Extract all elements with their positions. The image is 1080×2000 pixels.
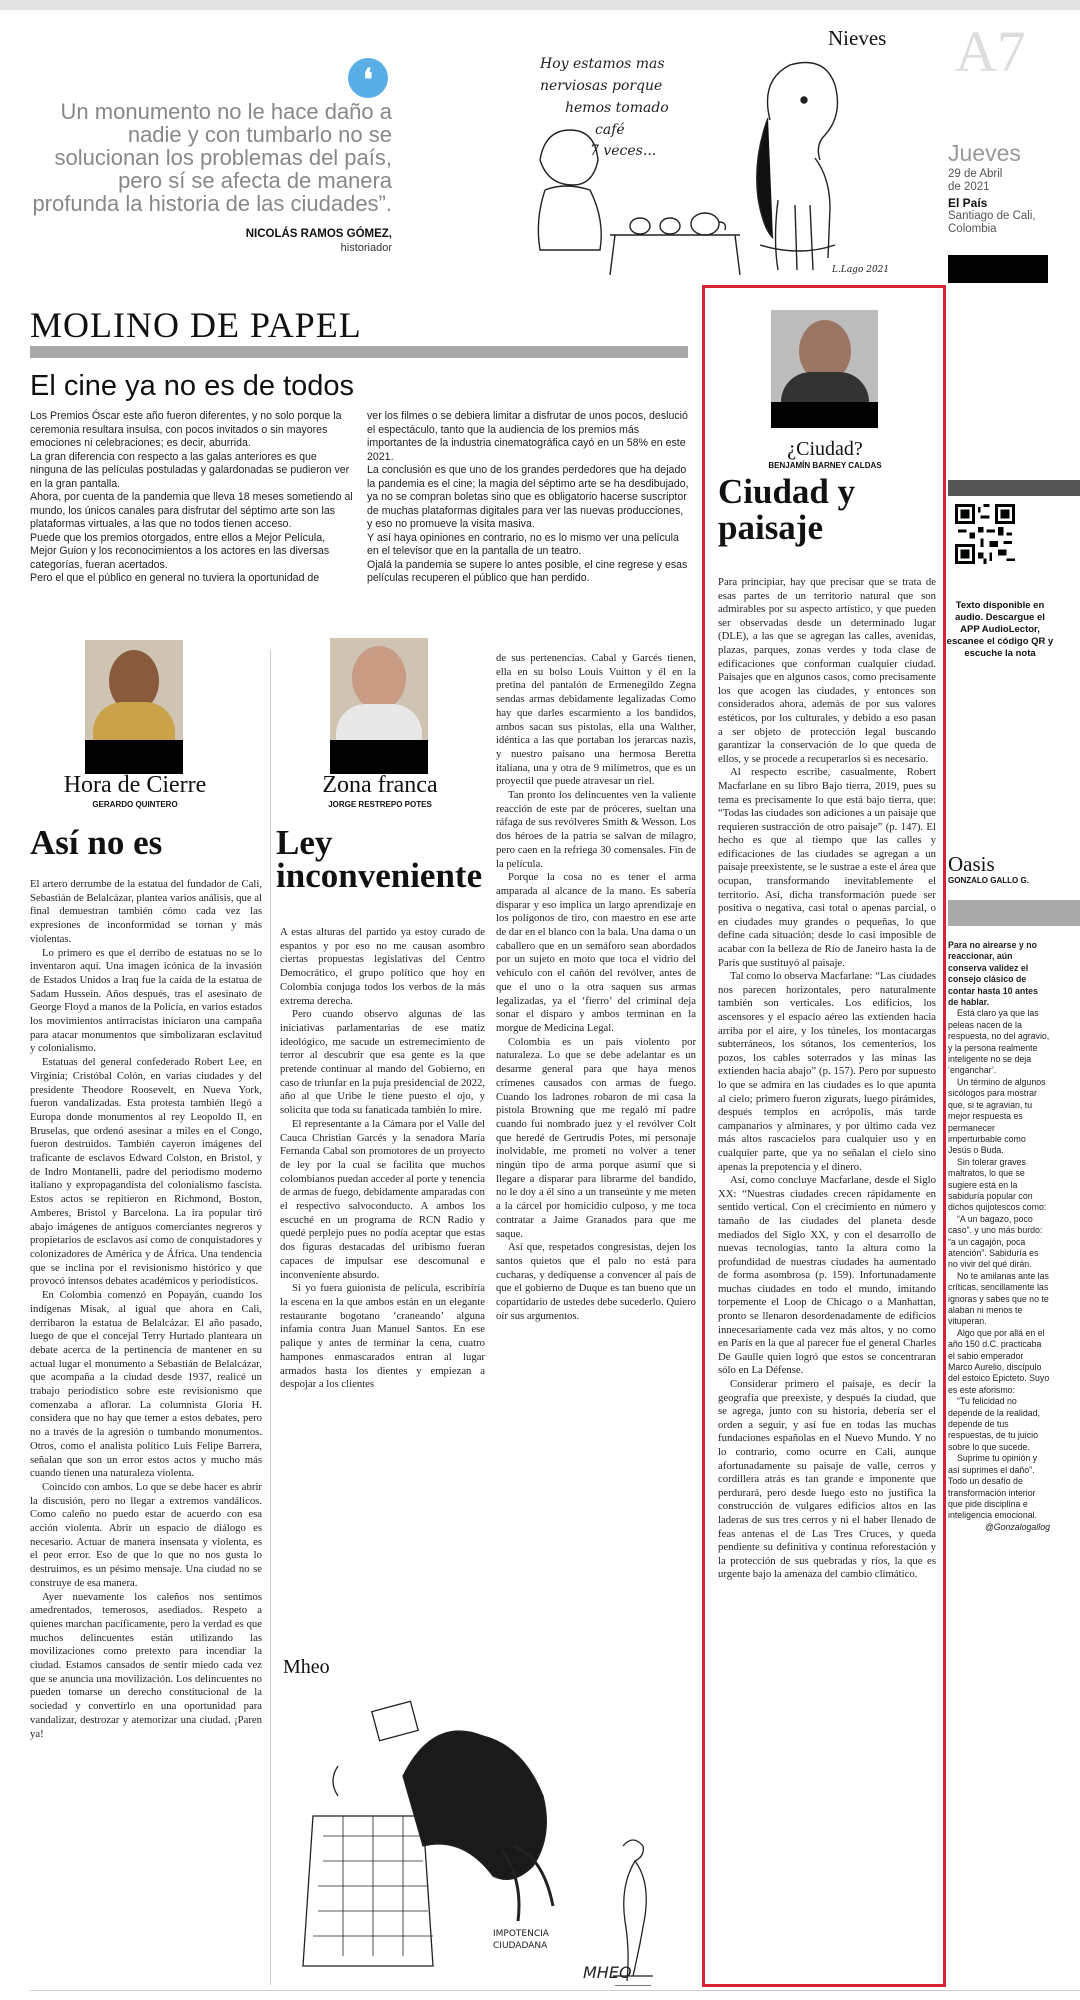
sidebar-bar: [948, 900, 1080, 926]
quote-author: NICOLÁS RAMOS GÓMEZ,: [245, 228, 392, 240]
cartoon-caption: IMPOTENCIA: [493, 1929, 549, 1939]
column-author: GERARDO QUINTERO: [92, 800, 178, 809]
quote-role: historiador: [340, 242, 392, 254]
redaction-bar: [771, 402, 878, 428]
oasis-signature: @Gonzalogallog: [984, 1521, 1050, 1532]
columnist-photo: [771, 310, 878, 402]
redaction-bar: [330, 740, 428, 774]
article-body-continued: de sus pertenencias. Cabal y Garcés tienen, ella en su bolso Louis Vuitton y él en la pretina del pantalón de Ermenegildo Zegna sendas armas debidamente legalizadas Como hay que darles escarmiento a los bandidos, ambos sacan sus pistolas, ella una Walther, idéntica a las que portaban los jerarcas nazis, y nuestro paisano una hermosa Beretta italiana, una y otra de 9 milímetros, que es un proyectil que puede atravesar un riel. Tan pronto los delincuentes ven la valiente reacción de este par de próceres, sueltan una ráfaga de sus revólveres Smith & Wesson. Los dos héroes de la patria se salvan de milagro, pero caen en la refriega 30 comensales. Fin de la película. Porque la cosa no es tener el arma amparada al alcance de la mano. Es sabería disparar y eso implica un largo aprendizaje en los polígonos de tiro, con maestro en ese arte de dar en el blanco con la bala. Una dama o un caballero que en un semáforo sean abordados por un sujeto en moto que toca el vidrio del vehículo con el cañón del revólver, antes de que el uno o la otra saquen sus armas legalizadas, ya el ‘fierro’ del criminal deja sonar el disparo y ambos terminan en la morgue de Medicina Legal. Colombia es un país violento por naturaleza. Lo que se debe adelantar es un desarme general para que haya menos crímenes causados con armas de fuego. Cuando los ladrones robaron de mi casa la pistola Browning que me regaló mi padre cuando fui nombrado juez y el revólver Colt que heredé de Gertrudis Potes, mi personaje inolvidable, me prometí no volver a tener ningún tipo de arma porque asumí que si llegare a disparar para librarme del bandido, no le doy a él sino a un transeúnte y me meten a la cárcel por homicidio culposo, y me toca contratar a Jaime Granados para que me saque. Así que, respetados congresistas, dejen los santos quietos que el palo no está para cucharas, y dedíquense a convencer al país de que el gobierno de Duque es tan bueno que un copartidario de ustedes debe sucederlo. Quiero oír sus argumentos.: [496, 652, 697, 1322]
svg-text:hemos tomado: hemos tomado: [565, 100, 669, 116]
svg-text:L.Lago 2021: L.Lago 2021: [832, 265, 890, 275]
qr-caption: Texto disponible en audio. Descargue el APP AudioLector, escanee el código QR y escuche la nota: [946, 600, 1054, 659]
sidebar-bar: [948, 480, 1080, 496]
column-name: Zona franca: [322, 772, 438, 798]
column-author: BENJAMÍN BARNEY CALDAS: [768, 461, 882, 470]
cartoon-title: Mheo: [283, 1656, 330, 1678]
place: Santiago de Cali, Colombia: [948, 210, 1036, 235]
section-bar: [30, 346, 688, 358]
oasis-body: Para no airearse y no reaccionar, aún conserva validez el consejo clásico de contar hasta 10 antes de hablar. Está claro ya que las peleas nacen de la respuesta, no del agravio, y la persona realmente inteligente no se deja ‘enganchar’. Un término de algunos sicólogos para mostrar que, si te agravian, tu mejor respuesta es permanecer imperturbable como Jesús o Buda. Sin tolerar graves maltratos, lo que se sugiere está en la sabiduría popular con dichos quijotescos como: “A un bagazo, poco caso”. y uno más burdo: “a un cagajón, poca atención”. Sabiduría es no vivir del qué dirán. No te amilanas ante las críticas, sencillamente las ignoras y sabes que no te alaban ni menos te vituperan. Algo que por allá en el año 150 d.C. practicaba el sabio emperador Marco Aurelio, discípulo del estoico Epicteto. Suyo es este aforismo: “Tu felicidad no depende de la realidad, depende de tus respuestas, de tu juicio sobre lo que sucede. Suprime tu opinión y así suprimes el daño”. Todo un desafío de transformación interior que pide disciplina e inteligencia emocional. @Gonzalogallog: [948, 940, 1050, 1532]
pull-quote: Un monumento no le hace daño a nadie y con tumbarlo no se solucionan los problemas del país, pero sí se afecta de manera profunda la historia de las ciudades”.: [32, 99, 392, 216]
svg-text:7 veces...: 7 veces...: [590, 143, 657, 159]
top-rule: [0, 0, 1080, 10]
quote-icon: ❛: [348, 58, 388, 98]
article-headline: Ley inconveniente: [276, 823, 483, 895]
page-number: A7: [955, 19, 1026, 84]
column-name: ¿Ciudad?: [787, 438, 863, 460]
article-body: El artero derrumbe de la estatua del fundador de Cali, Sebastián de Belalcázar, plantea varios análisis, que al final demuestran también cómo cada vez las expresiones de inconformidad se tornan y más violentas. Lo primero es que el derribo de estatuas no se lo inventaron aquí. Una imagen icónica de la invasión de Estados Unidos a Iraq fue la caída de la estatua de Sadam Hussein. Años después, tras el asesinato de George Floyd a manos de la Policía, en varios estados los movimientos antirracistas iniciaron una campaña para atacar monumentos que simbolizaran esclavitud y colonialismo. Estatuas del general confederado Robert Lee, en Virginia; Cristóbal Colón, en varias ciudades y del presidente Theodore Roosevelt, en Nueva York, fueron vandalizadas. Esta protesta también llegó a Europa donde monumentos al rey Leopoldo II, en Bruselas, que ordenó asesinar a miles en el Congo, fueron destruidos. También cayeron imágenes del traficante de esclavos Edward Colston, en Bristol, y de Indro Montanelli, padre del periodismo moderno italiano y expropagandista del colonialismo fascista. Estos actos se repitieron en Richmond, Boston, Amberes, Bristol y Barcelona. La ira popular tiró abajo imágenes de antiguos comerciantes negreros y propietarios de esclavos así como de conquistadores y colonizadores de América y de África. Una tendencia que se inclina por el revisionismo histórico y que provocó intensos debates académicos y periodísticos. En Colombia comenzó en Popayán, cuando los indígenas Misak, al igual que ahora en Cali, derribaron la estatua de Belalcázar. El año pasado, luego de que el concejal Terry Hurtado planteara un debate acerca de la pertinencia de mantener en su actual lugar el monumento a Sebastián de Belalcázar, que acompaña a la ciudad desde 1937, realicé un trabajo periodístico sobre este revisionismo que comenzaba a aflorar. La columnista Gloria H. considera que no hay que temer a estos debates, pero no a través de la agresión o tumbando monumentos. Otros, como el analista político Luis Felipe Barrera, señalan que son un error estos actos y mucho más cuando tienen una naturaleza violenta. Coincido con ambos. Lo que se debe hacer es abrir la discusión, pero no llegar a extremos vandálicos. Como caleño no puedo estar de acuerdo con esa acción violenta. Abrir un espacio de diálogo es necesario. Actuar de manera insensata y violenta, es el peor error. Eso de que lo que no nos gusta lo destruimos, es un pésimo mensaje. Una ciudad no se construye de esa manera. Ayer nuevamente los caleños nos sentimos amedrentados, temerosos, asediados. Respeto a quienes marchan pacíficamente, pero la verdad es que muchos delincuentes están utilizando las movilizaciones como pretexto para incendiar la ciudad. Estamos cansados de sentir miedo cada vez que se anuncia una movilización. Los delincuentes no pueden tomarse un derecho constitucional de la sociedad y convertirlo en una oportunidad para vandalizar, destrozar y atemorizar una ciudad. ¡Paren ya!: [30, 878, 262, 1740]
svg-text:CIUDADANA: CIUDADANA: [493, 1941, 548, 1951]
day-name: Jueves: [948, 140, 1021, 166]
section-title: MOLINO DE PAPEL: [30, 305, 362, 345]
column-divider: [270, 650, 271, 1985]
article-body: A estas alturas del partido ya estoy curado de espantos y por eso no me causan asombro ciertas propuestas legislativas del Centro Democrático, el grupo político que hoy en Colombia conjuga todos los verbos de la más extrema derecha. Pero cuando observo algunas de las iniciativas parlamentarias de ese matiz ideológico, me sacude un estremecimiento de terror al descubrir que esa gente es la que pretende continuar al mando del Gobierno, en caso de triunfar en la puja presidencial de 2022, año al que Uribe le tiene puesto el ojo, y solicita que toda su fanaticada también lo mire. El representante a la Cámara por el Valle del Cauca Christian Garcés y la senadora María Fernanda Cabal son promotores de un proyecto de ley por la cual se facilita que muchos colombianos puedan acceder al porte y tenencia de armas de fuego, debidamente amparadas con el respectivo salvoconducto. A ambos los escuché en un programa de RCN Radio y quedé perplejo pues no podía aceptar que estas dos figuras destacadas del uribismo fueran capaces de impulsar ese descomunal e inconveniente absurdo. Si yo fuera guionista de película, escribiría la escena en la que ambos están en un elegante restaurante bogotano ‘craneando’ alguna infamia contra Juan Manuel Santos. En ese palique y antes de terminar la cena, cuatro hampones enmascarados entran al lugar armados hasta los dientes y empiezan a despojar a los clientes: [280, 926, 485, 1391]
editorial-col-1: Los Premios Óscar este año fueron diferentes, y no solo porque la ceremonia resultara insulsa, con pocos invitados o sin mayores emociones ni celebraciones; es decir, aburrida. La gran diferencia con respecto a las galas anteriores es que ninguna de las películas postuladas y galardonadas se pudieron ver en la gran pantalla. Ahora, por cuenta de la pandemia que lleva 18 meses sometiendo al mundo, los únicos canales para disfrutar del séptimo arte son las plataformas virtuales, a las que no todos tienen acceso. Puede que los premios otorgados, entre ellos a Mejor Película, Mejor Guion y los reconocimientos a los actores en las diversas categorías, fueran acertados. Pero el que el público en general no tuviera la oportunidad de: [30, 410, 353, 584]
paper-name: El País: [948, 196, 988, 210]
article-headline: Ciudad y paisaje: [718, 472, 856, 547]
mheo-cartoon: [283, 1686, 693, 1986]
section-name: Nieves: [828, 26, 887, 50]
qr-code-icon[interactable]: [955, 504, 1015, 564]
cartoon-caption-line1: Hoy estamos mas: [540, 56, 665, 72]
column-author: GONZALO GALLO G.: [948, 876, 1029, 885]
redaction-bar: [85, 740, 183, 774]
column-name: Oasis: [948, 852, 995, 876]
editorial-col-2: ver los filmes o se debiera limitar a disfrutar de unos pocos, deslució el espectáculo, tanto que la audiencia de los premios más importantes de la industria cinematográfica cayó en un 58% en este 2021. La conclusión es que uno de los grandes perdedores que ha dejado la pandemia es el cine; la magia del séptimo arte se ha desdibujado, ya no se compran boletas sino que es obligatorio hacerse suscriptor de muchas plataformas digitales para ver las nuevas producciones, y eso no promueve la visita masiva. Y así haya opiniones en contrario, no es lo mismo ver una película en el televisor que en la pantalla de un teatro. Ojalá la pandemia se supere lo antes posible, el cine regrese y esas películas recuperen el público que han perdido.: [367, 410, 689, 584]
column-author: JORGE RESTREPO POTES: [328, 800, 432, 809]
column-name: Hora de Cierre: [63, 772, 207, 798]
editorial-headline: El cine ya no es de todos: [30, 370, 355, 402]
columnist-photo: [330, 638, 428, 740]
columnist-photo: [85, 640, 183, 740]
article-headline: Así no es: [30, 823, 163, 862]
bottom-rule: [30, 1990, 1080, 1991]
redaction-bar: [948, 255, 1048, 283]
date: 29 de Abril de 2021: [948, 168, 1003, 193]
nieves-cartoon: [520, 40, 895, 285]
svg-text:nerviosas porque: nerviosas porque: [540, 78, 663, 94]
article-body: Para principiar, hay que precisar que se trata de esas partes de un territorio natural que son admirables por su aspecto artístico, y que pueden ser observadas desde un determinado lugar (DLE), a las que se agregan las calles, avenidas, plazas, parques, zonas verdes y toda clase de edificaciones que conforman cualquier ciudad. Paisajes que en algunos casos, como precisamente los que acogen las ciudades, y entonces son considerados ahora, además de por sus valores estéticos, por los culturales, y debido a eso pasan a ser objeto de protección legal buscando garantizar la conservación de lo que queda de ellos, y se procede a recuperarlos si es necesario. Al respecto escribe, casualmente, Robert Macfarlane en su libro Bajo tierra, 2019, pues su tema es precisamente lo que está bajo tierra, que: “Todas las ciudades son adiciones a un paisaje que requieren sustracción de otro paisaje” (p. 147). El hecho es que al tiempo que las calles y edificaciones de las ciudades se agregan a un paisaje preexistente, se le sustrae a este el área que ocupan, transformando inevitablemente el territorio. Así, dicha transformación puede ser positiva o negativa, casi total o apenas parcial, o en ciudades muy grandes o pequeñas, lo que define cada situación; desde lo casi imposible de acabar con la belleza de Río de Janeiro hasta la de París que sustituyó al paisaje. Tal como lo observa Macfarlane: “Las ciudades nos parecen horizontales, pero naturalmente también son verticales. Los edificios, los ascensores y el espacio aéreo las extienden hacia arriba por el aire, y los túneles, los montacargas subterráneos, los sótanos, los cementerios, los pozos, los cables soterrados y las minas las extienden hacia abajo” (p. 157). Pero por supuesto lo que se admira en las ciudades es lo que apunta al cielo; primero fueron zigurats, luego pirámides, después templos en acrópolis, más tarde campanarios y alminares, y por último cada vez más altos rascacielos para cualquier uso y en cualquier parte, que ya no señalan el cielo sino apenas la prepotencia y el dinero. Así, como concluye Macfarlane, desde el Siglo XX: “Nuestras ciudades crecen rápidamente en sentido vertical. Con el crecimiento en número y tamaño de las ciudades del planeta desde mediados del Siglo XX, y con el desarrollo de nuevas tecnologías, tanto la altura como la profundidad de nuestras ciudades ha aumentado de forma asombrosa (p. 159). Infortunadamente muchas ciudades en todo el mundo, imitando torpemente el Loop de Chicago o a Manhattan, pronto se llenaron desordenadamente de edificios innecesariamente cada vez más altos, y no como en París en la que al parecer fue el general Charles De Gaulle quien logró que estos se concentraran sólo en La Défense. Considerar primero el paisaje, es decir la geografía que preexiste, y después la ciudad, que se agrega, junto con su historia, debería ser el orden a seguir, y así fue en todas las muchas fundaciones españolas en el Nuevo Mundo. Y no lo contrario, como ocurre en Cali, aunque afortunadamente su paisaje de valle, cerros y cordillera atrás es tan grande e imponente que perdurará, pero desde luego esto no justifica la construcción de vulgares edificios altos en las laderas de sus tres cerros y ni el haber llenado de feas antenas el de Las Tres Cruces, y queda pendiente su definitiva y continua reforestación y la protección de sus quebradas y ríos, la que es urgente bajo la amenaza del cambio climático.: [718, 576, 936, 1581]
svg-text:café: café: [595, 122, 625, 138]
svg-text:MHEO: MHEO: [583, 1963, 632, 1982]
